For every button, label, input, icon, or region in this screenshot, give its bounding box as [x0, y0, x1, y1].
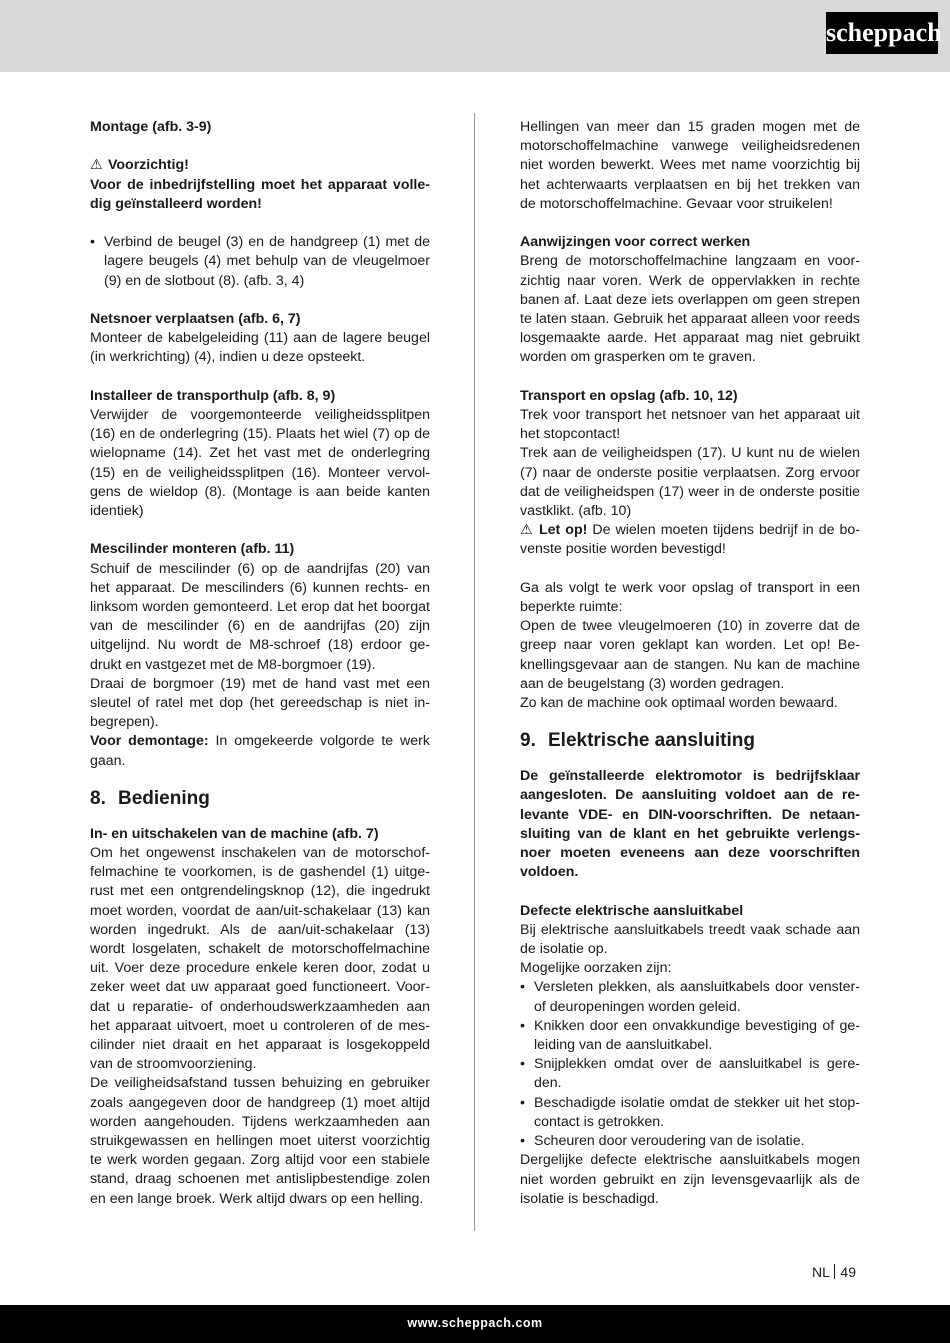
kabel-text: Bij elektrische aansluitkabels treedt vaak schade aan de isolatie op.: [520, 921, 860, 958]
mescilinder-text: Schuif de mescilinder (6) op de aandrijfas (20) van het apparaat. De mescilinders (6) kunnen rechts- en linksom worden gemonteerd. Let erop dat het boorgat van de mescilinder (6) en de aandrijfas (20) zijn uitgelijnd. Nu wordt de M8-schroef (18) erdoor gedrukt en vastgezet met de M8-borgmoer (19).: [90, 560, 430, 673]
warning-triangle-icon: ⚠: [520, 522, 533, 539]
transport-heading: Installeer de transporthulp (afb. 8, 9): [90, 387, 336, 404]
kabel-heading: Defecte elektrische aansluitkabel: [520, 902, 744, 919]
opslag-text: Trek voor transport het netsnoer van het apparaat uit het stopcontact!: [520, 407, 860, 443]
page-number-value: 49: [840, 1264, 856, 1280]
montage-list: [90, 233, 430, 291]
list-item: • Knikken door een onvakkundige bevestiging of geleiding van de aansluitkabel.: [520, 1017, 860, 1055]
kabel-list: [520, 978, 860, 1151]
list-item: • Beschadigde isolatie omdat de stekker uit het stopcontact is getrokken.: [520, 1094, 860, 1132]
aanwijzingen-text: Breng de motorschoffelmachine langzaam en voorzichtig naar voren. Werk de oppervlakken in rechte banen af. Laat deze iets overlappen om geen strepen te laten staan. Gebruik het apparaat alleen voor reeds losgemaakte aarde. Het apparaat mag niet gebruikt worden om grasperken om te graven.: [520, 253, 860, 366]
warning-triangle-icon: ⚠: [90, 157, 103, 174]
ruimte-text-3: Zo kan de machine ook optimaal worden bewaard.: [520, 695, 838, 712]
section-title: Elektrische aansluiting: [548, 730, 755, 752]
page-number: [812, 1264, 856, 1280]
inuit-text-2: De veiligheidsafstand tussen behuizing en gebruiker zoals aangegeven door de handgreep (1) moet altijd worden aangehouden. Tijdens werkzaamheden aan struikgewassen en hellingen moet uiterst voorzichtig te werk worden gegaan. Zorg altijd voor een stabiele stand, draag schoenen met antislipbestendige zolen en een lange broek. Werk altijd dwars op een helling.: [90, 1075, 430, 1207]
netsnoer-text: Monteer de kabelgeleiding (11) aan de lagere beugel (in werkrichting) (4), indien u deze opsteekt.: [90, 330, 430, 366]
inuit-heading: In- en uitschakelen van de machine (afb. 7): [90, 825, 379, 842]
list-item: • Verbind de beugel (3) en de handgreep (1) met de lagere beugels (4) met behulp van de vleugelmoer (9) en de slotbout (8). (afb. 3, 4): [90, 233, 430, 291]
letop-label: Let op!: [539, 522, 588, 539]
letop-text: De wielen moeten tijdens bedrijf in de bovenste positie worden bevestigd!: [520, 522, 860, 558]
list-item: • Scheuren door veroudering van de isolatie.: [520, 1132, 860, 1151]
separator: [834, 1264, 836, 1279]
scheppach-logo: scheppach: [826, 12, 938, 54]
inuit-text: Om het ongewenst inschakelen van de motorschoffelmachine te voorkomen, is de gashendel (1) uitgerust met een ontgrendelingsknop (12), die ingedrukt moet worden, voordat de aan/uit-schakelaar (13) kan worden ingedrukt. Als de aan/uit-schakelaar (13) wordt losgelaten, schakelt de motorschoffelmachine uit. Voer deze procedure enkele keren door, zodat u zeker weet dat uw apparaat goed functioneert. Voordat u reparatie- of onderhoudswerkzaamheden aan het apparaat uitvoert, moet u controleren of de mescilinder niet draait en het apparaat is losgekoppeld van de stroomvoorziening.: [90, 845, 430, 1073]
ruimte-text: Ga als volgt te werk voor opslag of transport in een beperkte ruimte:: [520, 579, 860, 616]
list-item: • Versleten plekken, als aansluitkabels door vensterof deuropeningen worden geleid.: [520, 978, 860, 1016]
language-code: NL: [812, 1264, 830, 1280]
page-footer: [0, 1305, 950, 1343]
page-header: [0, 0, 950, 72]
transport-text: Verwijder de voorgemonteerde veiligheidssplitpen (16) en de onderlegring (15). Plaats het wiel (7) op de wielopname (14). Zet het vast met de onderlegring (15) en de veiligheidssplitpen (16). Monteer vervolgens de wieldop (8). (Montage is aan beide kanten identiek): [90, 406, 430, 519]
kabel-text-3: Dergelijke defecte elektrische aansluitkabels mogen niet worden gebruikt en zijn levensgevaarlijk als de isolatie is beschadigd.: [520, 1152, 860, 1207]
demontage-paragraph: [90, 732, 430, 770]
warning-heading: [90, 156, 430, 175]
demontage-label: Voor demontage:: [90, 733, 209, 750]
montage-heading: Montage (afb. 3-9): [90, 119, 212, 135]
elektro-text: De geïnstalleerde elektromotor is bedrijfsklaar aangesloten. De aansluiting voldoet aan de relevante VDE- en DIN-voorschriften. De netaansluiting van de klant en het gebruikte verlengsnoer moeten eveneens aan deze voorschriften voldoen.: [520, 768, 860, 881]
section-title: Bediening: [118, 787, 210, 809]
letop-paragraph: [520, 521, 860, 559]
opslag-text-2: Trek aan de veiligheidspen (17). U kunt nu de wielen (7) naar de onderste positie verplaatsen. Zorg ervoor dat de veiligheidspen (17) weer in de onderste positie vastklikt. (afb. 10): [520, 445, 860, 520]
mescilinder-text-2: Draai de borgmoer (19) met de hand vast met een sleutel of ratel met dop (het gereedschap is niet inbegrepen).: [90, 675, 430, 731]
left-column: [90, 118, 430, 1209]
section-8-heading: [90, 787, 430, 811]
list-item: • Snijplekken omdat over de aansluitkabel is gereden.: [520, 1055, 860, 1093]
right-column: [520, 118, 860, 1209]
opslag-heading: Transport en opslag (afb. 10, 12): [520, 387, 738, 404]
mescilinder-heading: Mescilinder monteren (afb. 11): [90, 541, 295, 558]
column-divider: [474, 113, 475, 1231]
hellingen-text: Hellingen van meer dan 15 graden mogen met de motorschoffelmachine vanwege veiligheidsredenen niet worden bewerkt. Wees met name voorzichtig bij het achterwaarts verplaatsen en bij het trekken van de motorschoffelmachine. Gevaar voor struikelen!: [520, 119, 860, 212]
kabel-text-2: Mogelijke oorzaken zijn:: [520, 960, 672, 977]
section-number: 8.: [90, 787, 106, 809]
website-url[interactable]: www.scheppach.com: [407, 1316, 543, 1330]
netsnoer-heading: Netsnoer verplaatsen (afb. 6, 7): [90, 310, 301, 327]
warning-title: Voorzichtig!: [107, 157, 189, 174]
ruimte-text-2: Open de twee vleugelmoeren (10) in zoverre dat de greep naar voren geklapt kan worden. Let op! Beknellingsgevaar aan de stangen. Nu kan de machine aan de beugelstang (3) worden gedragen.: [520, 618, 860, 692]
demontage-text: In omgekeerde volgorde te werk gaan.: [90, 733, 431, 769]
section-9-heading: [520, 729, 860, 753]
section-number: 9.: [520, 730, 536, 752]
aanwijzingen-heading: Aanwijzingen voor correct werken: [520, 234, 751, 251]
warning-text: Voor de inbedrijfstelling moet het apparaat volledig geïnstalleerd worden!: [90, 176, 430, 212]
